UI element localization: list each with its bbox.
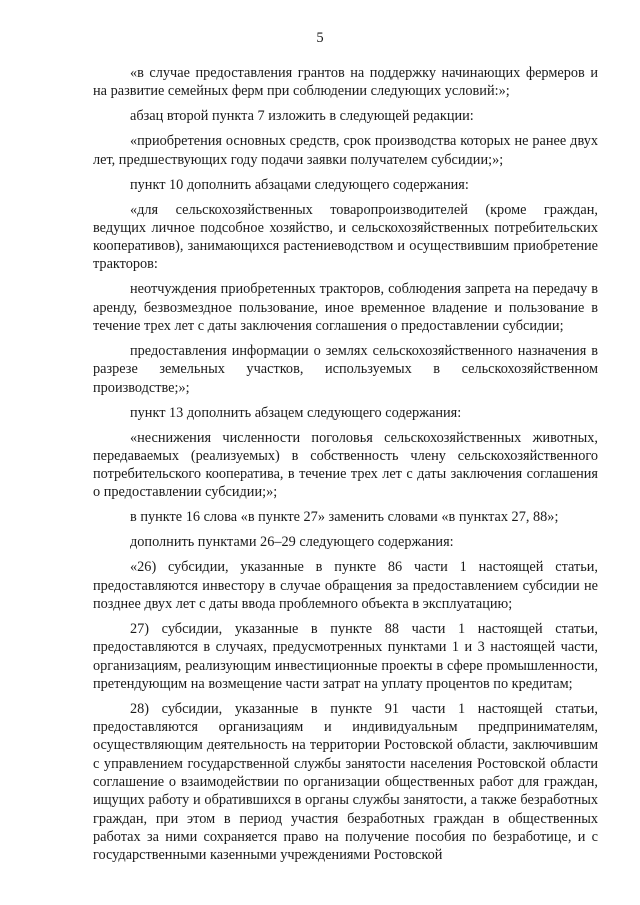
document-body bbox=[93, 64, 598, 871]
paragraph: «26) субсидии, указанные в пункте 86 части 1 настоящей статьи, предоставляются инвестору в случае обращения за предоставлением субсидии не позднее двух лет с даты ввода проблемного объекта в эксплуатацию; bbox=[93, 559, 598, 612]
paragraph: «в случае предоставления грантов на поддержку начинающих фермеров и на развитие семейных ферм при соблюдении следующих условий:»; bbox=[93, 65, 598, 100]
paragraph: «неснижения численности поголовья сельскохозяйственных животных, передаваемых (реализуемых) в собственность члену сельскохозяйственного потребительского кооператива, в течение трех лет с даты заключения соглашения о предоставлении субсидии;»; bbox=[93, 429, 598, 501]
paragraph: 27) субсидии, указанные в пункте 88 части 1 настоящей статьи, предоставляются в случаях, предусмотренных пунктами 1 и 3 настоящей части, организациям, реализующим инвестиционные проекты в сфере промышленности, претендующим на возмещение части затрат на уплату процентов по кредитам; bbox=[93, 620, 598, 692]
paragraph: 28) субсидии, указанные в пункте 91 части 1 настоящей статьи, предоставляются организациям и индивидуальным предпринимателям, осуществляющим деятельность на территории Ростовской области, заключившим с управлением государственной службы занятости населения Ростовской области соглашение о взаимодействии по организации общественных работ для граждан, ищущих работу и обратившихся в органы службы занятости, а также безработных граждан, при этом в период участия безработных граждан в общественных работах за ними сохраняется право на получение пособия по безработице, и с государственными казенными учреждениями Ростовской bbox=[93, 700, 598, 864]
paragraph: неотчуждения приобретенных тракторов, соблюдения запрета на передачу в аренду, безвозмездное пользование, иное временное владение и пользование в течение трех лет с даты заключения соглашения о предоставлении субсидии; bbox=[93, 281, 598, 334]
paragraph: дополнить пунктами 26–29 следующего содержания: bbox=[130, 534, 454, 551]
paragraph: «для сельскохозяйственных товаропроизводителей (кроме граждан, ведущих личное подсобное хозяйство, и сельскохозяйственных потребительских кооперативов), занимающихся растениеводством и осуществившим приобретение тракторов: bbox=[93, 201, 598, 273]
paragraph: абзац второй пункта 7 изложить в следующей редакции: bbox=[130, 108, 474, 125]
paragraph: пункт 10 дополнить абзацами следующего содержания: bbox=[130, 176, 469, 193]
paragraph: пункт 13 дополнить абзацем следующего содержания: bbox=[130, 404, 462, 421]
page-number: 5 bbox=[316, 30, 324, 46]
paragraph: предоставления информации о землях сельскохозяйственного назначения в разрезе земельных участков, используемых в сельскохозяйственном производстве;»; bbox=[93, 342, 598, 396]
paragraph: в пункте 16 слова «в пункте 27» заменить словами «в пунктах 27, 88»; bbox=[130, 509, 559, 526]
paragraph: «приобретения основных средств, срок производства которых не ранее двух лет, предшествующих году подачи заявки получателем субсидии;»; bbox=[93, 133, 598, 168]
